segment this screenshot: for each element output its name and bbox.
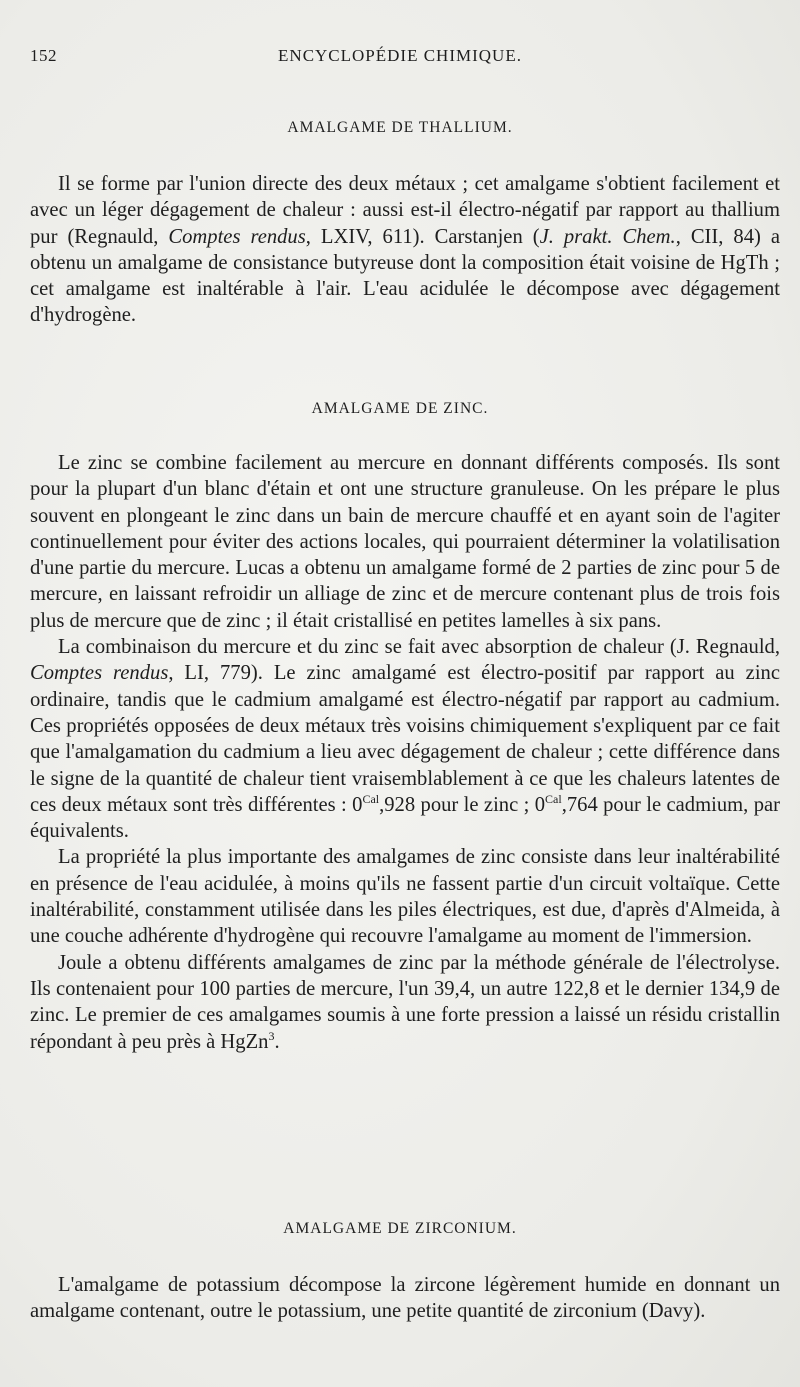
page-number: 152 (30, 46, 57, 65)
section-title-zinc: AMALGAME DE ZINC. (311, 400, 489, 417)
section-body-thallium (30, 171, 780, 329)
paragraph: Joule a obtenu différents amalgames de zinc par la méthode générale de l'électrolyse. Ils contenaient pour 100 parties de mercure, l'un 39,4, un autre 122,8 et le dernier 134,9 de zinc. Le premier de ces amalgames soumis à une forte pression a laissé un résidu cristallin répondant à peu près à HgZn$^3$. (30, 951, 780, 1053)
paragraph: Le zinc se combine facilement au mercure en donnant différents composés. Ils sont pour la plupart d'un blanc d'étain et ont une structure granuleuse. On les prépare le plus souvent en plongeant le zinc dans un bain de mercure chauffé et en ayant soin de l'agiter continuellement pour éviter des actions locales, qui pourraient déterminer la volatilisation d'une partie du mercure. Lucas a obtenu un amalgame formé de 2 parties de zinc pour 5 de mercure, en laissant refroidir un alliage de zinc et de mercure contenant plus de trois fois plus de mercure que de zinc ; il était cristallisé en petites lamelles à six pans. (30, 452, 780, 632)
paragraph: Il se forme par l'union directe des deux métaux ; cet amalgame s'obtient facilement et avec un léger dégagement de chaleur : aussi est-il électro-négatif par rapport au thallium pur (Regnauld, Comptes rendus, LXIV, 611). Carstanjen (J. prakt. Chem., CII, 84) a obtenu un amalgame de consistance butyreuse dont la composition était voisine de HgTh ; cet amalgame est inaltérable à l'air. L'eau acidulée le décompose avec dégagement d'hydrogène. (30, 173, 780, 327)
section-title-thallium: AMALGAME DE THALLIUM. (287, 119, 513, 136)
running-header (20, 46, 780, 70)
paragraph: La propriété la plus importante des amalgames de zinc consiste dans leur inaltérabilité en présence de l'eau acidulée, à moins qu'ils ne fassent partie d'un circuit voltaïque. Cette inaltérabilité, constamment utilisée dans les piles électriques, est due, d'après d'Almeida, à une couche adhérente d'hydrogène qui recouvre l'amalgame au moment de l'immersion. (30, 846, 780, 948)
section-title-zirconium: AMALGAME DE ZIRCONIUM. (283, 1220, 517, 1237)
section-body-zinc (30, 450, 780, 1055)
paragraph: L'amalgame de potassium décompose la zircone légèrement humide en donnant un amalgame contenant, outre le potassium, une petite quantité de zirconium (Davy). (30, 1274, 780, 1323)
paragraph: La combinaison du mercure et du zinc se fait avec absorption de chaleur (J. Regnauld, Comptes rendus, LI, 779). Le zinc amalgamé est électro-positif par rapport au zinc ordinaire, tandis que le cadmium amalgamé est électro-négatif par rapport au cadmium. Ces propriétés opposées de deux métaux très voisins chimiquement s'expliquent par ce fait que l'amalgamation du cadmium a lieu avec dégagement de chaleur ; cette différence dans le signe de la quantité de chaleur tient vraisemblablement à ce que les chaleurs latentes de ces deux métaux sont très différentes : $0^{Cal},928$ pour le zinc ; $0^{Cal},764$ pour le cadmium, par équivalents. (30, 636, 780, 843)
running-title: ENCYCLOPÉDIE CHIMIQUE. (278, 46, 522, 65)
section-body-zirconium (30, 1272, 780, 1325)
